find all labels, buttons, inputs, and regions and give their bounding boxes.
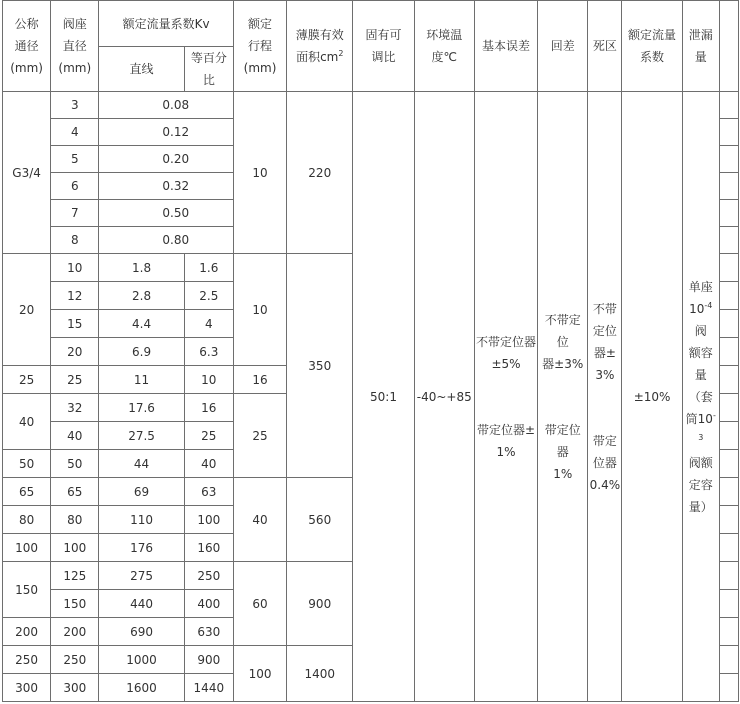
kv-linear-cell: 17.6	[99, 394, 184, 422]
kv-linear-cell: 690	[99, 618, 184, 646]
seat-cell: 25	[51, 366, 99, 394]
dn-65: 65	[3, 478, 51, 506]
kv-cell: 0.50	[99, 200, 234, 227]
stroke-cell: 40	[233, 478, 286, 562]
extra-col-cell	[719, 618, 738, 646]
kv-linear-cell: 6.9	[99, 338, 184, 366]
kv-linear-cell: 44	[99, 450, 184, 478]
extra-col-cell	[719, 1, 738, 92]
header-basic-error: 基本误差	[474, 1, 537, 92]
kv-equal-cell: 10	[184, 366, 233, 394]
stroke-cell: 10	[233, 92, 286, 254]
stroke-cell: 100	[233, 646, 286, 702]
seat-cell: 200	[51, 618, 99, 646]
kv-equal-cell: 100	[184, 506, 233, 534]
kv-linear-cell: 176	[99, 534, 184, 562]
seat-cell: 8	[51, 227, 99, 254]
leakage-cell: 单座 $10^{-4}$阀 额容 量 （套 筒$10^{-3}$ 阀额 定容 量）	[682, 92, 719, 702]
kv-cell: 0.08	[99, 92, 234, 119]
kv-equal-cell: 1.6	[184, 254, 233, 282]
extra-col-cell	[719, 506, 738, 534]
header-rated-flow-coef: 额定流量 系数	[622, 1, 682, 92]
seat-cell: 300	[51, 674, 99, 702]
area-cell: 220	[287, 92, 353, 254]
seat-cell: 125	[51, 562, 99, 590]
area-cell: 900	[287, 562, 353, 646]
extra-col-cell	[719, 92, 738, 119]
extra-col-cell	[719, 338, 738, 366]
kv-linear-cell: 110	[99, 506, 184, 534]
dn-200: 200	[3, 618, 51, 646]
dn-250: 250	[3, 646, 51, 674]
kv-equal-cell: 6.3	[184, 338, 233, 366]
kv-equal-cell: 40	[184, 450, 233, 478]
dead-zone-cell: 不带 定位 器± 3% 带定 位器 0.4%	[588, 92, 622, 702]
extra-col-cell	[719, 200, 738, 227]
kv-linear-cell: 275	[99, 562, 184, 590]
kv-cell: 0.32	[99, 173, 234, 200]
seat-cell: 3	[51, 92, 99, 119]
seat-cell: 10	[51, 254, 99, 282]
kv-linear-cell: 1600	[99, 674, 184, 702]
kv-linear-cell: 1000	[99, 646, 184, 674]
kv-linear-cell: 27.5	[99, 422, 184, 450]
kv-linear-cell: 2.8	[99, 282, 184, 310]
extra-col-cell	[719, 254, 738, 282]
seat-cell: 32	[51, 394, 99, 422]
header-dead-zone: 死区	[588, 1, 622, 92]
extra-col-cell	[719, 534, 738, 562]
rated-flow-coef-cell: ±10%	[622, 92, 682, 702]
kv-equal-cell: 900	[184, 646, 233, 674]
dn-20: 20	[3, 254, 51, 366]
header-nominal: 公称 通径 (mm)	[3, 1, 51, 92]
header-kv: 额定流量系数Kv	[99, 1, 234, 47]
seat-cell: 20	[51, 338, 99, 366]
area-cell: 1400	[287, 646, 353, 702]
extra-col-cell	[719, 282, 738, 310]
extra-col-cell	[719, 450, 738, 478]
header-seat: 阀座 直径 (mm)	[51, 1, 99, 92]
header-rangeability: 固有可 调比	[353, 1, 414, 92]
extra-col-cell	[719, 590, 738, 618]
extra-col-cell	[719, 646, 738, 674]
extra-col-cell	[719, 119, 738, 146]
dn-80: 80	[3, 506, 51, 534]
kv-linear-cell: 69	[99, 478, 184, 506]
kv-equal-cell: 63	[184, 478, 233, 506]
extra-col-cell	[719, 422, 738, 450]
seat-cell: 7	[51, 200, 99, 227]
area-cell: 560	[287, 478, 353, 562]
stroke-cell: 60	[233, 562, 286, 646]
rangeability-cell: 50:1	[353, 92, 414, 702]
hysteresis-cell: 不带定位 器±3% 带定位器 1%	[538, 92, 588, 702]
dn-25: 25	[3, 366, 51, 394]
extra-col-cell	[719, 394, 738, 422]
seat-cell: 150	[51, 590, 99, 618]
kv-cell: 0.20	[99, 146, 234, 173]
dn-40: 40	[3, 394, 51, 450]
kv-equal-cell: 630	[184, 618, 233, 646]
basic-error-cell: 不带定位器 ±5% 带定位器± 1%	[474, 92, 537, 702]
dn-g34: G3/4	[3, 92, 51, 254]
kv-linear-cell: 11	[99, 366, 184, 394]
header-hysteresis: 回差	[538, 1, 588, 92]
kv-cell: 0.80	[99, 227, 234, 254]
header-leakage: 泄漏 量	[682, 1, 719, 92]
dn-150: 150	[3, 562, 51, 618]
header-ambient: 环境温 度℃	[414, 1, 474, 92]
seat-cell: 100	[51, 534, 99, 562]
area-cell: 350	[287, 254, 353, 478]
header-stroke: 额定 行程 (mm)	[233, 1, 286, 92]
seat-cell: 12	[51, 282, 99, 310]
seat-cell: 5	[51, 146, 99, 173]
ambient-cell: -40~+85	[414, 92, 474, 702]
kv-equal-cell: 160	[184, 534, 233, 562]
valve-spec-table	[2, 0, 739, 702]
dn-50: 50	[3, 450, 51, 478]
extra-col-cell	[719, 478, 738, 506]
extra-col-cell	[719, 562, 738, 590]
dn-300: 300	[3, 674, 51, 702]
extra-col-cell	[719, 366, 738, 394]
kv-equal-cell: 1440	[184, 674, 233, 702]
seat-cell: 15	[51, 310, 99, 338]
extra-col-cell	[719, 146, 738, 173]
seat-cell: 6	[51, 173, 99, 200]
extra-col-cell	[719, 310, 738, 338]
kv-linear-cell: 1.8	[99, 254, 184, 282]
stroke-cell: 16	[233, 366, 286, 394]
header-diaphragm: 薄膜有效 面积$cm^2$	[287, 1, 353, 92]
extra-col-cell	[719, 674, 738, 702]
seat-cell: 80	[51, 506, 99, 534]
kv-equal-cell: 16	[184, 394, 233, 422]
stroke-cell: 25	[233, 394, 286, 478]
seat-cell: 40	[51, 422, 99, 450]
seat-cell: 65	[51, 478, 99, 506]
kv-equal-cell: 250	[184, 562, 233, 590]
header-linear: 直线	[99, 47, 184, 92]
kv-linear-cell: 440	[99, 590, 184, 618]
extra-col-cell	[719, 227, 738, 254]
dn-100: 100	[3, 534, 51, 562]
seat-cell: 50	[51, 450, 99, 478]
kv-equal-cell: 2.5	[184, 282, 233, 310]
seat-cell: 250	[51, 646, 99, 674]
kv-cell: 0.12	[99, 119, 234, 146]
extra-col-cell	[719, 173, 738, 200]
kv-linear-cell: 4.4	[99, 310, 184, 338]
seat-cell: 4	[51, 119, 99, 146]
kv-equal-cell: 25	[184, 422, 233, 450]
kv-equal-cell: 400	[184, 590, 233, 618]
kv-equal-cell: 4	[184, 310, 233, 338]
header-equal-pct: 等百分比	[184, 47, 233, 92]
stroke-cell: 10	[233, 254, 286, 366]
